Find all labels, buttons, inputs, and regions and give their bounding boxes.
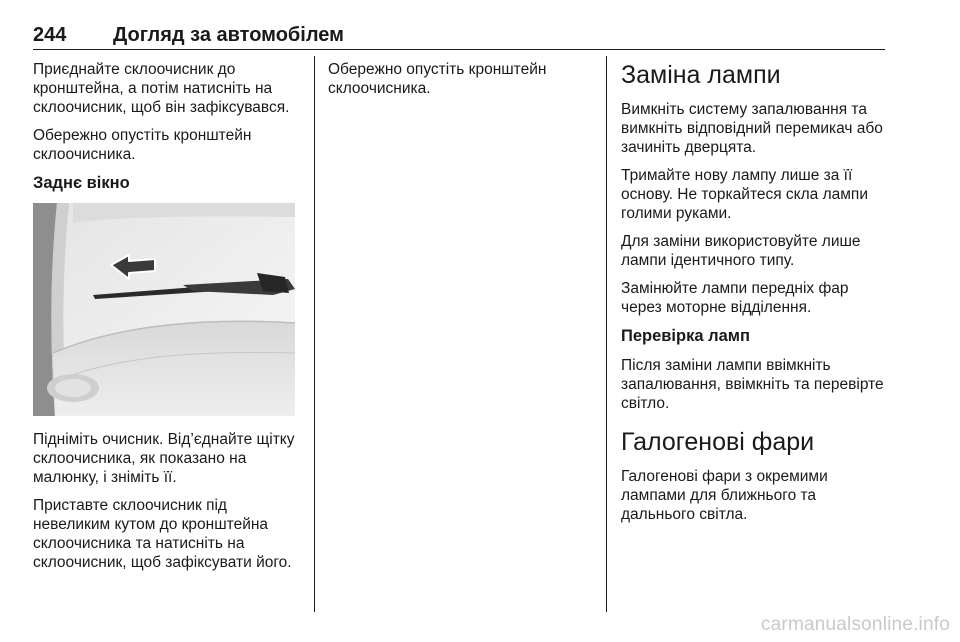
column-right	[621, 60, 885, 533]
paragraph: Приставте склоочисник під невеликим кутом до кронштейна склоочисника та натисніть на склоочисник, щоб зафіксувати його.	[33, 497, 292, 571]
paragraph: Після заміни лампи ввімкніть запалювання, ввімкніть та перевірте світло.	[621, 357, 884, 412]
column-left	[33, 60, 301, 581]
paragraph: Для заміни використовуйте лише лампи ідентичного типу.	[621, 233, 861, 269]
paragraph: Замінюйте лампи передніх фар через моторне відділення.	[621, 280, 849, 316]
column-middle	[328, 60, 594, 107]
paragraph: Галогенові фари з окремими лампами для ближнього та дальнього світла.	[621, 468, 828, 523]
section-heading-halogen-headlights: Галогенові фари	[621, 428, 815, 456]
header-rule	[33, 49, 885, 50]
section-heading-rear-window: Заднє вікно	[33, 174, 130, 192]
watermark: carmanualsonline.info	[760, 614, 950, 635]
page-title: Догляд за автомобілем	[113, 24, 344, 46]
section-heading-bulb-replacement: Заміна лампи	[621, 61, 781, 89]
paragraph: Обережно опустіть кронштейн склоочисника.	[33, 127, 252, 163]
page-number: 244	[33, 24, 67, 46]
paragraph: Вимкніть систему запалювання та вимкніть відповідний перемикач або зачиніть дверцята.	[621, 101, 883, 156]
section-heading-bulb-check: Перевірка ламп	[621, 327, 750, 345]
rear-wiper-illustration	[33, 203, 295, 416]
paragraph: Тримайте нову лампу лише за її основу. Не торкайтеся скла лампи голими руками.	[621, 167, 868, 222]
paragraph: Приєднайте склоочисник до кронштейна, а потім натисніть на склоочисник, щоб він зафіксувався.	[33, 61, 290, 116]
column-divider-1	[314, 56, 315, 612]
column-divider-2	[606, 56, 607, 612]
paragraph: Підніміть очисник. Від’єднайте щітку склоочисника, як показано на малюнку, і зніміть її.	[33, 431, 295, 486]
paragraph: Обережно опустіть кронштейн склоочисника.	[328, 61, 547, 97]
page-header	[33, 18, 885, 50]
